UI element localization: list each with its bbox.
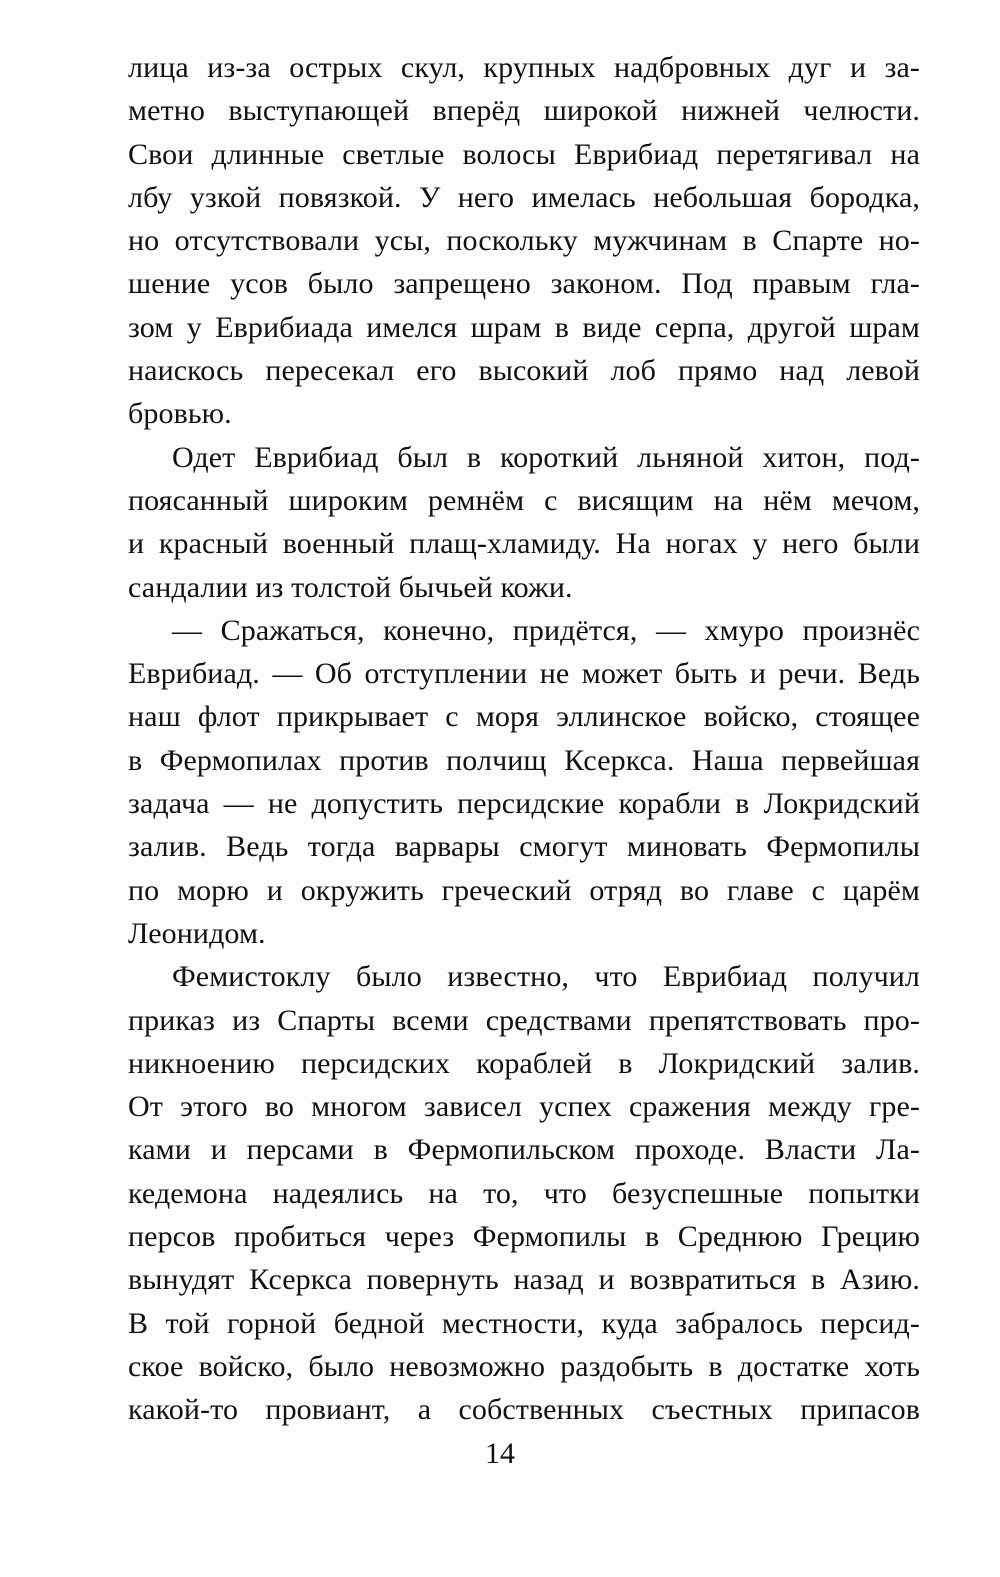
text-line: лбу узкой повязкой. У него имелась небольшая бородка, bbox=[128, 180, 920, 214]
text-line: поясанный широким ремнём с висящим на нём мечом, bbox=[128, 483, 920, 517]
text-line: сандалии из толстой бычьей кожи. bbox=[128, 570, 573, 604]
text-line: бровью. bbox=[128, 397, 232, 431]
text-line: ками и персами в Фермопильском проходе. Власти Ла- bbox=[128, 1133, 920, 1167]
text-line: метно выступающей вперёд широкой нижней челюсти. bbox=[128, 94, 920, 128]
text-line: От этого во многом зависел успех сражения между гре- bbox=[128, 1090, 920, 1124]
text-line: Еврибиад. — Об отступлении не может быть и речи. Ведь bbox=[128, 657, 920, 691]
page-number: 14 bbox=[485, 1437, 515, 1470]
text-line: Свои длинные светлые волосы Еврибиад перетягивал на bbox=[128, 137, 920, 171]
text-line: наискось пересекал его высокий лоб прямо над левой bbox=[128, 354, 920, 388]
text-line: Леонидом. bbox=[128, 916, 266, 950]
text-line: залив. Ведь тогда варвары смогут миновать Фермопилы bbox=[128, 830, 920, 864]
text-line: приказ из Спарты всеми средствами препятствовать про- bbox=[128, 1003, 920, 1037]
text-line: Фемистоклу было известно, что Еврибиад получил bbox=[172, 960, 920, 994]
body-text bbox=[128, 46, 920, 1432]
text-line: ское войско, было невозможно раздобыть в достатке хоть bbox=[128, 1349, 920, 1383]
text-line: и красный военный плащ-хламиду. На ногах у него были bbox=[128, 527, 920, 561]
text-line: персов пробиться через Фермопилы в Среднюю Грецию bbox=[128, 1220, 920, 1254]
text-line: задача — не допустить персидские корабли в Локридский bbox=[128, 787, 920, 821]
text-line: наш флот прикрывает с моря эллинское войско, стоящее bbox=[128, 700, 920, 734]
text-line: — Сражаться, конечно, придётся, — хмуро произнёс bbox=[172, 613, 920, 647]
text-line: кедемона надеялись на то, что безуспешные попытки bbox=[128, 1176, 920, 1210]
text-line: никноению персидских кораблей в Локридский залив. bbox=[128, 1046, 920, 1080]
text-line: в Фермопилах против полчищ Ксеркса. Наша первейшая bbox=[128, 743, 920, 777]
text-line: Одет Еврибиад был в короткий льняной хитон, под- bbox=[172, 440, 920, 474]
text-line: шение усов было запрещено законом. Под правым гла- bbox=[128, 267, 920, 301]
text-line: какой-то провиант, а собственных съестных припасов bbox=[128, 1393, 920, 1427]
text-line: лица из-за острых скул, крупных надбровных дуг и за- bbox=[128, 51, 920, 84]
text-line: по морю и окружить греческий отряд во главе с царём bbox=[128, 873, 920, 907]
text-line: В той горной бедной местности, куда забралось персид- bbox=[128, 1306, 920, 1340]
text-line: но отсутствовали усы, поскольку мужчинам в Спарте но- bbox=[128, 224, 920, 258]
text-line: вынудят Ксеркса повернуть назад и возвратиться в Азию. bbox=[128, 1263, 920, 1297]
text-line: зом у Еврибиада имелся шрам в виде серпа, другой шрам bbox=[128, 310, 920, 344]
